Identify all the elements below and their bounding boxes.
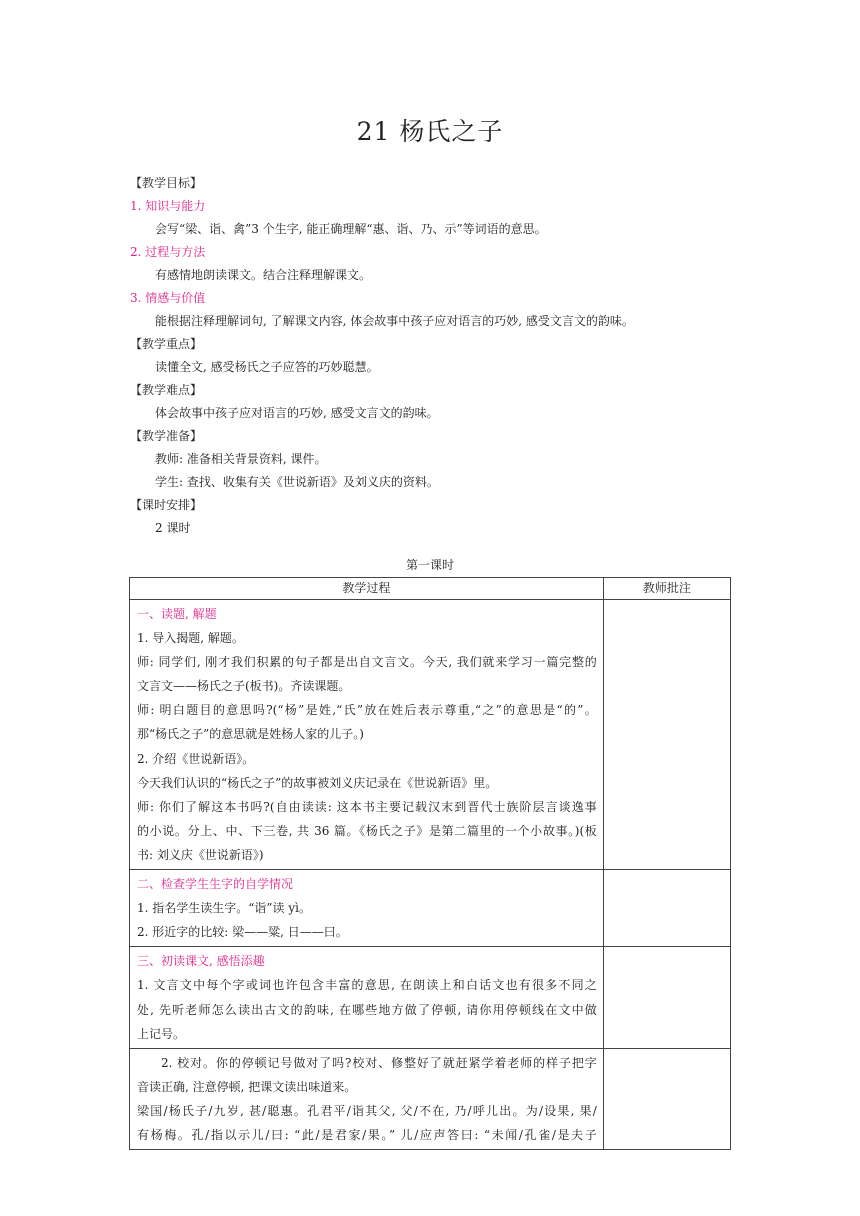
key-points-text: 读懂全文, 感受杨氏之子应答的巧妙聪慧。	[155, 360, 379, 374]
process-cell	[130, 1048, 604, 1149]
preparation-teacher: 教师: 准备相关背景资料, 课件。	[155, 452, 327, 466]
section-heading: 一、读题, 解题	[137, 607, 217, 621]
schedule-text: 2 课时	[155, 521, 191, 535]
text-line: 师: 同学们, 刚才我们积累的句子都是出自文言文。今天, 我们就来学习一篇完整的	[137, 655, 597, 670]
table-header-row	[130, 578, 731, 600]
notes-cell	[603, 870, 730, 947]
table-caption: 第一课时	[405, 558, 454, 572]
preparation-student: 学生: 查找、收集有关《世说新语》及刘义庆的资料。	[155, 475, 439, 489]
goal2-label: 2. 过程与方法	[130, 245, 206, 259]
text-line: 文言文——杨氏之子(板书)。齐读课题。	[137, 679, 351, 694]
schedule-heading: 【课时安排】	[130, 498, 203, 512]
text-line: 梁国/杨氏子/九岁, 甚/聪惠。孔君平/诣其父, 父/不在, 乃/呼儿出。为/设果, 果/	[137, 1103, 597, 1118]
text-line: 2. 校对。你的停顿记号做对了吗?校对、修整好了就赶紧学着老师的样子把字	[161, 1055, 597, 1070]
text-line: 1. 导入揭题, 解题。	[137, 631, 244, 646]
text-line: 今天我们认识的“杨氏之子”的故事被刘义庆记录在《世说新语》里。	[137, 775, 498, 790]
text-line: 1. 文言文中每个字或词也许包含丰富的意思, 在朗读上和白话文也有很多不同之	[137, 978, 597, 993]
notes-cell	[603, 600, 730, 870]
table-row	[130, 947, 731, 1048]
goal1-label: 1. 知识与能力	[130, 199, 206, 213]
notes-cell	[603, 947, 730, 1048]
goal3-label: 3. 情感与价值	[130, 291, 206, 305]
text-line: 师: 你们了解这本书吗?(自由读读: 这本书主要记载汉末到晋代士族阶层言谈逸事	[137, 799, 597, 814]
lesson-plan-body	[130, 172, 740, 540]
lesson-table	[129, 577, 731, 1150]
table-row	[130, 600, 731, 870]
key-points-heading: 【教学重点】	[130, 337, 203, 351]
goal1-text: 会写“梁、诣、禽”3 个生字, 能正确理解“惠、诣、乃、示”等词语的意思。	[155, 222, 547, 236]
process-cell	[130, 947, 604, 1048]
table-row	[130, 1048, 731, 1149]
notes-cell	[603, 1048, 730, 1149]
process-cell	[130, 870, 604, 947]
text-line: 那“杨氏之子”的意思就是姓杨人家的儿子。)	[137, 727, 364, 742]
text-line: 音读正确, 注意停顿, 把课文读出味道来。	[137, 1079, 357, 1094]
goal2-text: 有感情地朗读课文。结合注释理解课文。	[155, 268, 372, 282]
text-line: 处, 先听老师怎么读出古文的韵味, 在哪些地方做了停顿, 请你用停顿线在文中做	[137, 1002, 597, 1017]
difficulties-text: 体会故事中孩子应对语言的巧妙, 感受文言文的韵味。	[155, 406, 439, 420]
text-line: 书: 刘义庆《世说新语》)	[137, 847, 264, 862]
goals-heading: 【教学目标】	[130, 176, 203, 190]
text-line: 1. 指名学生读生字。“诣”读 yì。	[137, 901, 311, 916]
difficulties-heading: 【教学难点】	[130, 383, 203, 397]
column-header-notes: 教师批注	[603, 578, 730, 600]
section-heading: 二、检查学生生字的自学情况	[137, 877, 294, 892]
section-heading: 三、初读课文, 感悟添趣	[137, 954, 265, 969]
column-header-process: 教学过程	[130, 578, 604, 600]
text-line: 的小说。分上、中、下三卷, 共 36 篇。《杨氏之子》是第二篇里的一个小故事。)(板	[137, 823, 597, 838]
text-line: 师: 明白题目的意思吗?(“杨”是姓,“氏”放在姓后表示尊重,“之”的意思是“的”。	[137, 703, 597, 718]
text-line: 上记号。	[137, 1026, 186, 1041]
goal3-text: 能根据注释理解词句, 了解课文内容, 体会故事中孩子应对语言的巧妙, 感受文言文的韵味。	[155, 314, 634, 328]
text-line: 2. 形近字的比较: 梁——粱, 日——曰。	[137, 925, 348, 940]
page-title: 21 杨氏之子	[356, 117, 504, 146]
text-line: 2. 介绍《世说新语》。	[137, 751, 255, 766]
text-line: 有杨梅。孔/指以示儿/曰: “此/是君家/果。” 儿/应声答曰: “未闻/孔雀/是夫子	[137, 1127, 597, 1142]
process-cell	[130, 600, 604, 870]
preparation-heading: 【教学准备】	[130, 429, 203, 443]
table-row	[130, 870, 731, 947]
